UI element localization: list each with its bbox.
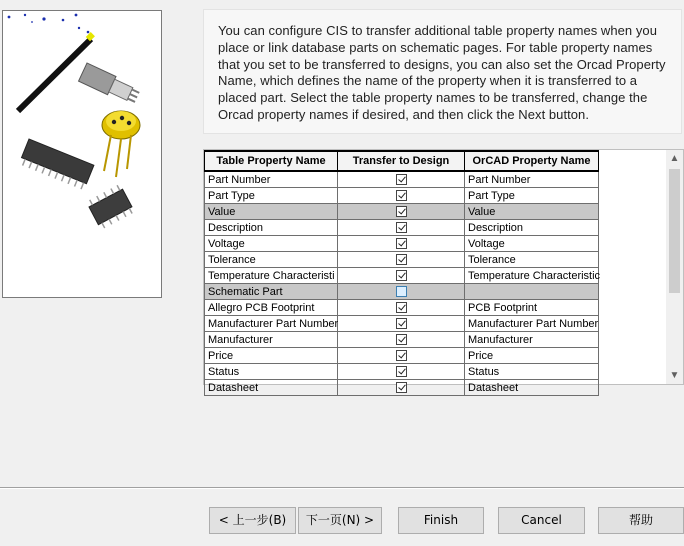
orcad-property-name-cell[interactable]: Tolerance: [465, 252, 599, 268]
property-grid[interactable]: [203, 149, 684, 394]
transfer-cell: [338, 300, 465, 316]
orcad-property-name-cell[interactable]: Value: [465, 204, 599, 220]
next-button[interactable]: 下一页(N) >: [298, 507, 382, 534]
table-property-name-cell[interactable]: Price: [205, 348, 338, 364]
table-row[interactable]: [205, 252, 599, 268]
transfer-cell: [338, 380, 465, 396]
transfer-checkbox[interactable]: [396, 270, 407, 281]
orcad-property-name-cell[interactable]: Description: [465, 220, 599, 236]
transfer-checkbox[interactable]: [396, 350, 407, 361]
table-property-name-cell[interactable]: Voltage: [205, 236, 338, 252]
orcad-property-name-cell[interactable]: Part Number: [465, 171, 599, 188]
transfer-cell: [338, 364, 465, 380]
orcad-property-name-cell[interactable]: Temperature Characteristic: [465, 268, 599, 284]
orcad-property-name-cell[interactable]: PCB Footprint: [465, 300, 599, 316]
transfer-cell: [338, 252, 465, 268]
table-property-name-cell[interactable]: Value: [205, 204, 338, 220]
transfer-checkbox[interactable]: [396, 206, 407, 217]
table-property-name-cell[interactable]: Datasheet: [205, 380, 338, 396]
table-row[interactable]: [205, 284, 599, 300]
table-property-name-cell[interactable]: Temperature Characteristi: [205, 268, 338, 284]
transfer-checkbox[interactable]: [396, 254, 407, 265]
transfer-cell: [338, 204, 465, 220]
transfer-checkbox[interactable]: [396, 302, 407, 313]
transfer-checkbox[interactable]: [396, 334, 407, 345]
transfer-cell: [338, 332, 465, 348]
table-row[interactable]: [205, 236, 599, 252]
transfer-cell: [338, 284, 465, 300]
table-row[interactable]: [205, 188, 599, 204]
table-property-name-cell[interactable]: Tolerance: [205, 252, 338, 268]
transfer-cell: [338, 220, 465, 236]
transfer-checkbox[interactable]: [396, 286, 407, 297]
orcad-property-name-cell[interactable]: Price: [465, 348, 599, 364]
chevron-up-icon[interactable]: ▲: [669, 153, 680, 164]
table-row[interactable]: [205, 268, 599, 284]
transfer-cell: [338, 348, 465, 364]
orcad-property-name-cell[interactable]: Manufacturer Part Number: [465, 316, 599, 332]
table-row[interactable]: [205, 332, 599, 348]
transfer-cell: [338, 316, 465, 332]
table-row[interactable]: [205, 348, 599, 364]
table-property-name-cell[interactable]: Schematic Part: [205, 284, 338, 300]
transfer-cell: [338, 171, 465, 188]
column-header-orcad-property-name[interactable]: OrCAD Property Name: [465, 151, 599, 171]
table-property-name-cell[interactable]: Status: [205, 364, 338, 380]
transfer-checkbox[interactable]: [396, 382, 407, 393]
table-row[interactable]: [205, 364, 599, 380]
transfer-checkbox[interactable]: [396, 238, 407, 249]
orcad-property-name-cell[interactable]: [465, 284, 599, 300]
orcad-property-name-cell[interactable]: Voltage: [465, 236, 599, 252]
table-row[interactable]: [205, 171, 599, 188]
electronic-components-illustration: [3, 11, 161, 297]
footer-divider-highlight: [0, 488, 684, 489]
table-row[interactable]: [205, 300, 599, 316]
transfer-cell: [338, 268, 465, 284]
column-header-table-property-name[interactable]: Table Property Name: [205, 151, 338, 171]
help-button[interactable]: 帮助: [598, 507, 684, 534]
transfer-checkbox[interactable]: [396, 222, 407, 233]
table-row[interactable]: [205, 380, 599, 396]
table-row[interactable]: [205, 204, 599, 220]
table-property-name-cell[interactable]: Allegro PCB Footprint: [205, 300, 338, 316]
back-button[interactable]: < 上一步(B): [209, 507, 296, 534]
table-row[interactable]: [205, 220, 599, 236]
transfer-checkbox[interactable]: [396, 318, 407, 329]
table-property-name-cell[interactable]: Description: [205, 220, 338, 236]
transfer-checkbox[interactable]: [396, 174, 407, 185]
transfer-checkbox[interactable]: [396, 190, 407, 201]
table-property-name-cell[interactable]: Part Number: [205, 171, 338, 188]
transfer-cell: [338, 236, 465, 252]
finish-button[interactable]: Finish: [398, 507, 484, 534]
orcad-property-name-cell[interactable]: Datasheet: [465, 380, 599, 396]
transfer-cell: [338, 188, 465, 204]
orcad-property-name-cell[interactable]: Manufacturer: [465, 332, 599, 348]
cancel-button[interactable]: Cancel: [498, 507, 585, 534]
property-table: [204, 150, 599, 396]
vertical-scrollbar[interactable]: [666, 150, 683, 384]
property-rows: [205, 171, 599, 396]
chevron-down-icon[interactable]: ▼: [669, 370, 680, 381]
transfer-checkbox[interactable]: [396, 366, 407, 377]
orcad-property-name-cell[interactable]: Status: [465, 364, 599, 380]
table-row[interactable]: [205, 316, 599, 332]
instruction-text: You can configure CIS to transfer additional table property names when you place or link database parts on schematic pages. For table property names that you set to be transferred to designs, you can also set the Orcad Property Name, which defines the name of the property when it is transferred to a placed part. Select the table property names to be transferred, change the Orcad property names if desired, and then click the Next button.: [203, 9, 682, 134]
table-property-name-cell[interactable]: Manufacturer: [205, 332, 338, 348]
orcad-property-name-cell[interactable]: Part Type: [465, 188, 599, 204]
column-header-transfer-to-design[interactable]: Transfer to Design: [338, 151, 465, 171]
table-property-name-cell[interactable]: Part Type: [205, 188, 338, 204]
wizard-illustration: [2, 10, 162, 298]
table-property-name-cell[interactable]: Manufacturer Part Number: [205, 316, 338, 332]
scrollbar-thumb[interactable]: [669, 169, 680, 293]
